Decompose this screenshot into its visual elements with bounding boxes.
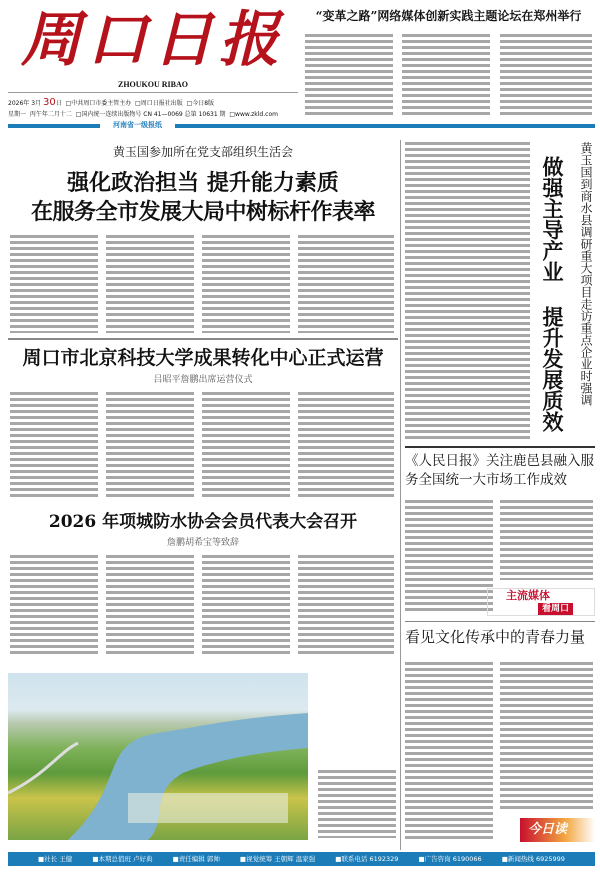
day-label: 日 [55,100,62,107]
article-body [106,235,194,333]
footer-bar [8,852,595,866]
article-body [405,662,493,840]
lead-kicker: 黄玉国参加所在党支部组织生活会 [112,145,293,159]
river-illustration [8,673,308,840]
page-count: □今日8版 [186,100,215,107]
mainstream-media-promo[interactable] [487,588,595,616]
website[interactable]: □www.zkld.com [229,111,278,118]
footer-item: ■视觉统筹 王朝辉 温家强 [239,855,316,863]
year: 2026 [8,100,24,107]
article-body [202,235,290,333]
forum-headline[interactable]: “变革之路”网络媒体创新实践主题论坛在郑州举行 [315,9,582,23]
article-body [305,34,393,116]
river-photo [8,673,308,840]
lunar-date: 丙午年二月十二 [29,111,72,118]
year-label: 年 [23,100,30,107]
issue-info [8,111,278,119]
blue-rule [8,124,100,128]
day: 30 [42,97,56,108]
cn-number: □国内统一连续出版物号 CN 41—0069 总第 10631 期 [75,111,226,118]
footer-item: ■责任编辑 郭帅 [172,855,220,863]
article-body [298,235,394,333]
waterproof-subhead: 詹鹏胡希宝等致辞 [166,538,239,548]
article-body [500,662,593,812]
article-body [298,392,394,497]
shangshui-headline[interactable]: 做强主导产业 提升发展质效 [540,156,564,432]
divider [405,446,595,448]
photo-caption [318,770,396,838]
article-body [405,500,493,612]
article-body [106,555,194,657]
masthead-pinyin: ZHOUKOU RIBAO [117,80,188,89]
promo-text: 主流媒体 [506,589,550,602]
beijing-subhead: 吕昭平詹鹏出席运营仪式 [153,375,253,385]
sponsor: □中共周口市委主管主办 [65,100,132,107]
waterproof-headline[interactable]: 2026 年项城防水协会会员代表大会召开 [48,512,358,532]
divider [405,621,595,622]
article-body [10,235,98,333]
article-body [402,34,490,116]
culture-headline[interactable]: 看见文化传承中的青春力量 [405,628,586,646]
article-body [405,142,530,440]
beijing-headline[interactable]: 周口市北京科技大学成果转化中心正式运营 [22,347,384,369]
today-read-logo[interactable]: 今日读 [520,818,595,842]
weekday: 星期一 [8,111,27,118]
footer-item: ■新闻热线 6925999 [501,855,565,863]
promo-text: 看周口 [538,603,573,615]
blue-rule [175,124,595,128]
lead-headline-line2[interactable]: 在服务全市发展大局中树标杆作表率 [30,200,375,225]
footer-item: ■广告咨询 6190066 [418,855,482,863]
article-body [106,392,194,497]
footer-item: ■本期总值班 卢好典 [92,855,153,863]
masthead-logo: 周口日报 [21,5,285,75]
divider [8,92,298,93]
lead-headline-line1[interactable]: 强化政治担当 提升能力素质 [67,171,339,196]
month: 3 [31,100,36,107]
luyi-headline[interactable]: 《人民日报》关注鹿邑县融入服务全国统一大市场工作成效 [405,453,594,488]
article-body [10,555,98,657]
article-body [298,555,394,657]
article-body [10,392,98,497]
column-divider [400,140,401,850]
issue-date [8,97,214,110]
article-body [202,392,290,497]
month-label: 月 [35,100,42,107]
tagline: 河南省一级报纸 [113,121,162,129]
article-body [500,34,592,116]
footer-item: ■联系电话 6192329 [335,855,399,863]
publisher: □周口日报社出版 [135,100,183,107]
footer-item: ■社长 王健 [38,855,73,863]
article-body [500,500,593,580]
divider [8,338,398,340]
shangshui-kicker: 黄玉国到商水县调研重大项目走访重点企业时强调 [579,142,593,406]
article-body [202,555,290,657]
